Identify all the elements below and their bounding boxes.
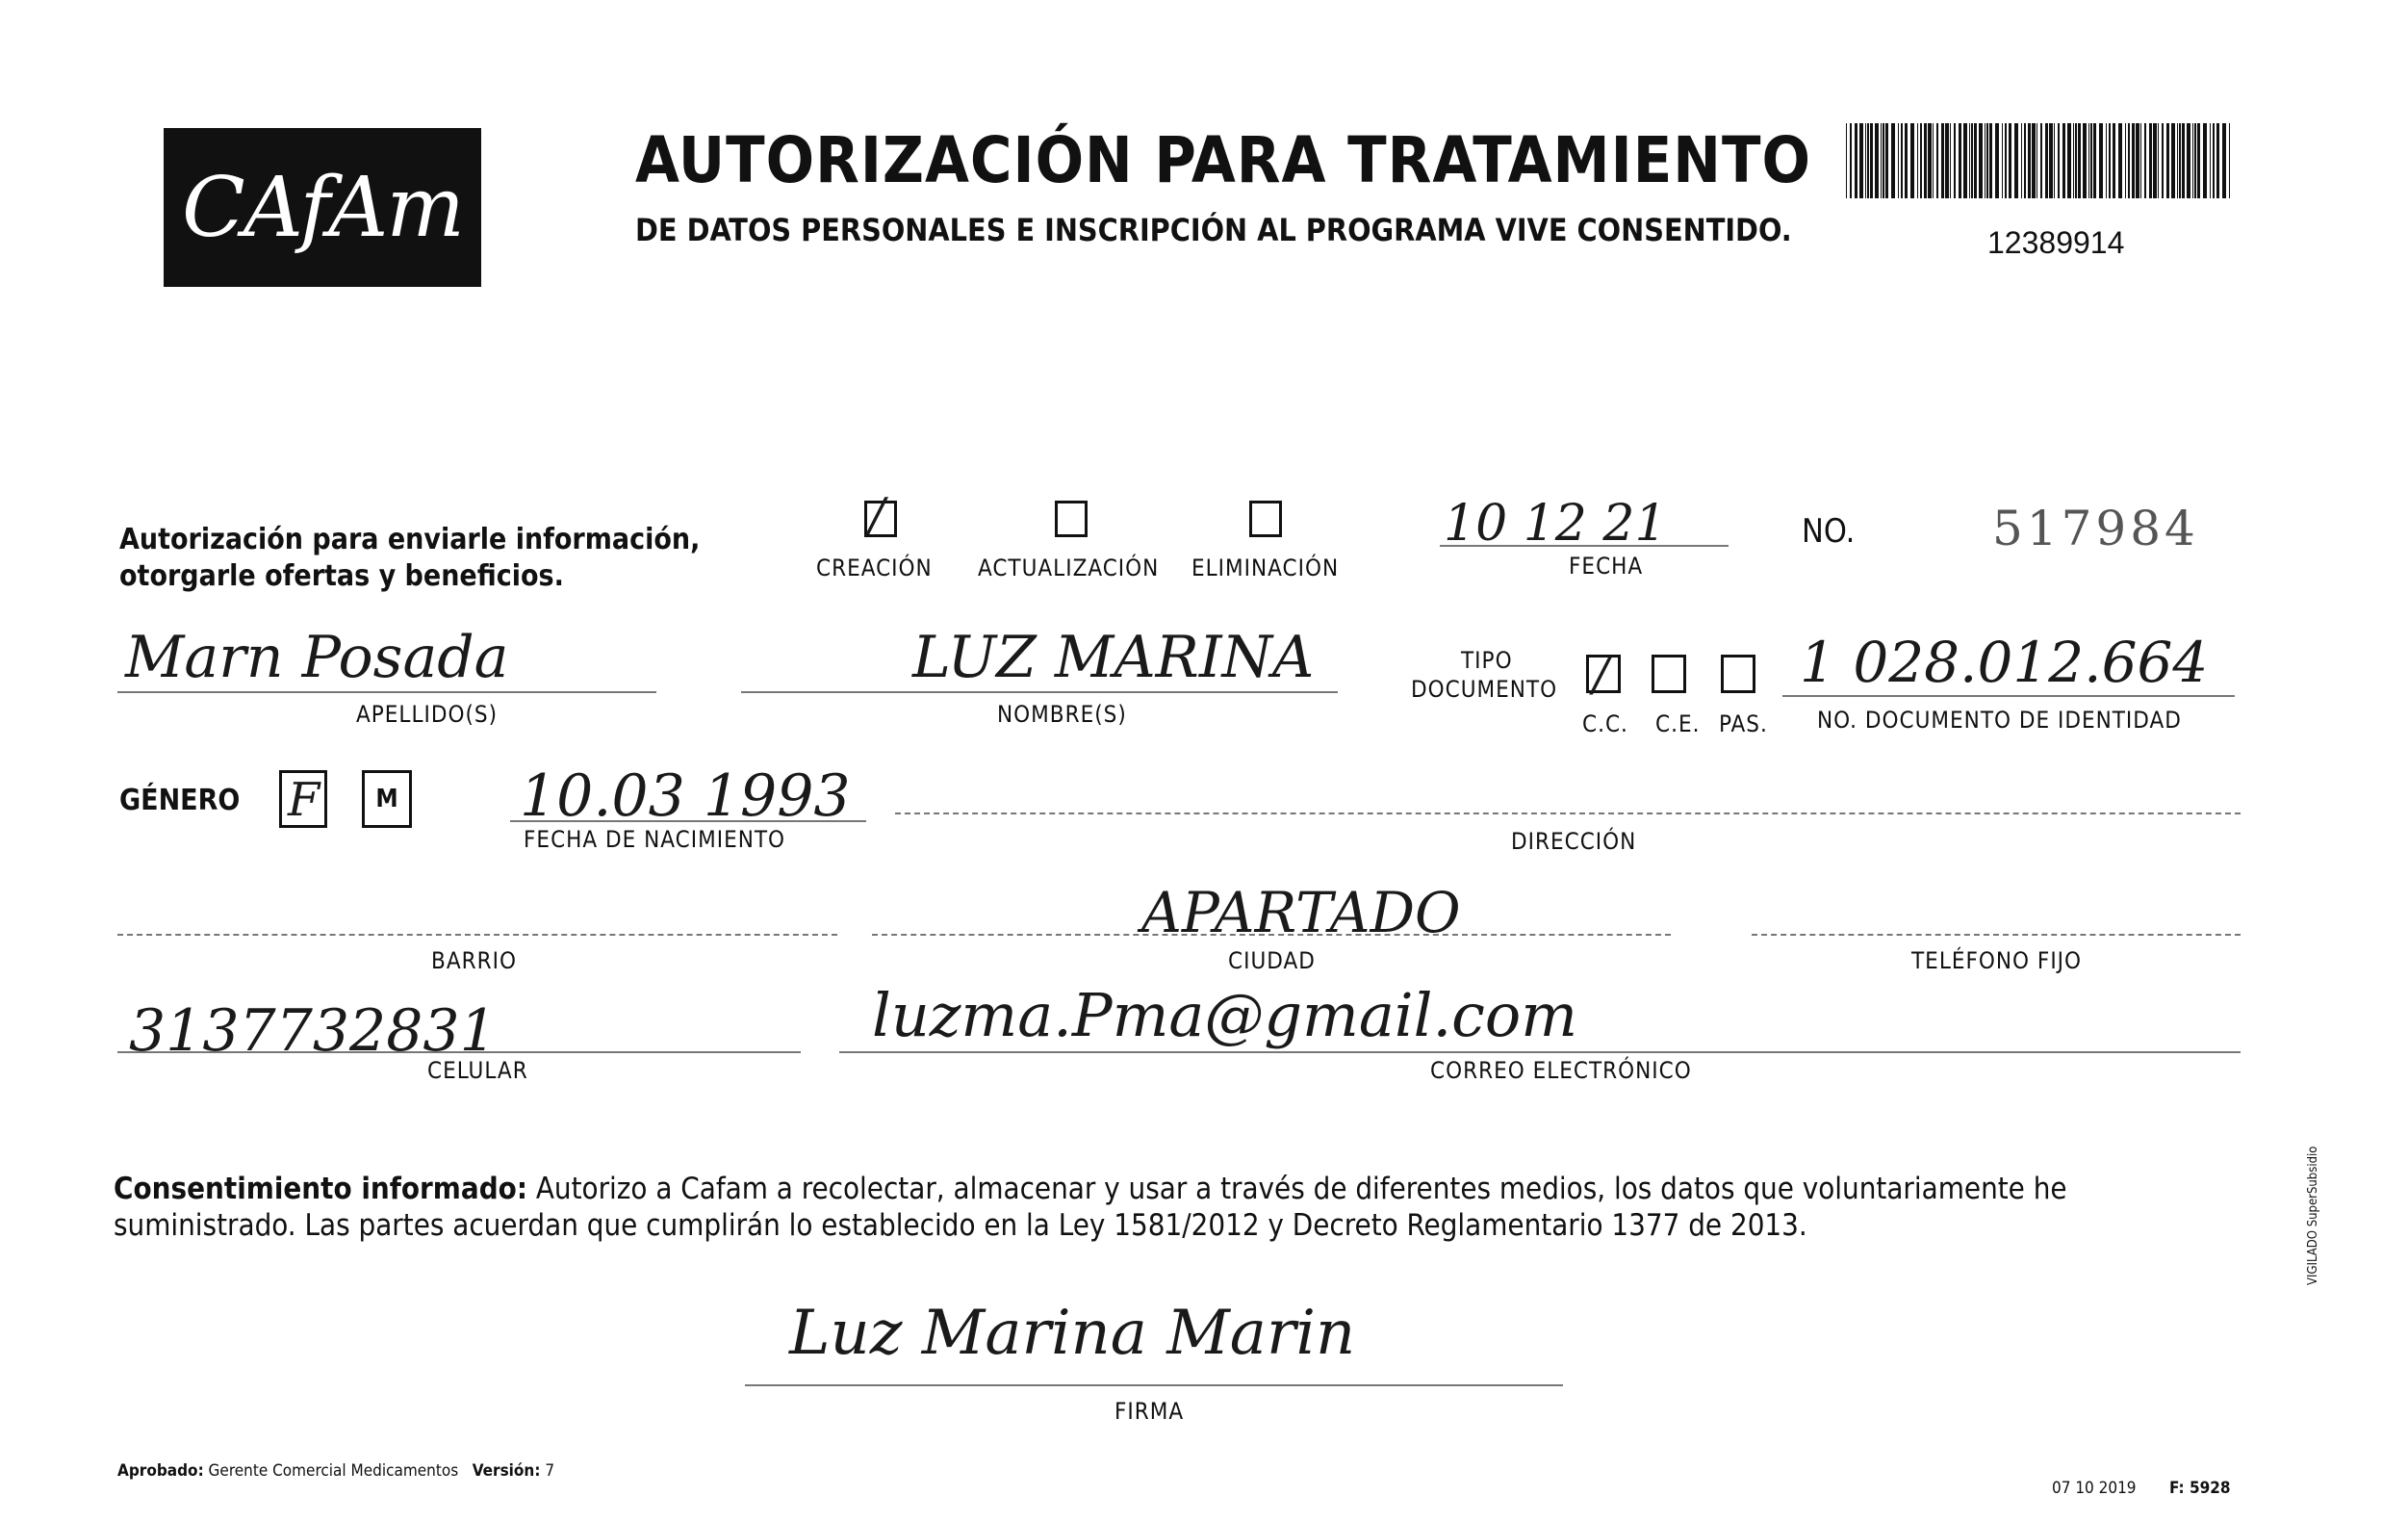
doc-type-ce-label: C.E. — [1655, 710, 1701, 737]
barcode-bar — [1865, 123, 1866, 198]
option-actualizacion-label: ACTUALIZACIÓN — [978, 555, 1160, 581]
barcode-bar — [1924, 123, 1927, 198]
barcode-bar — [2075, 123, 2077, 198]
barcode-bar — [1859, 123, 1863, 198]
doc-type-label-1: TIPO — [1461, 647, 1513, 674]
date-value[interactable]: 10 12 21 — [1444, 495, 1667, 553]
number-label: NO. — [1802, 512, 1856, 551]
surname-line — [117, 691, 656, 693]
option-creacion-checkbox[interactable]: / — [864, 501, 897, 537]
barcode-bar — [2149, 123, 2152, 198]
doc-type-cc-label: C.C. — [1582, 710, 1628, 737]
barcode-bar — [2032, 123, 2036, 198]
barcode-bar — [2054, 123, 2055, 198]
barcode-bar — [1989, 123, 1992, 198]
barcode-bar — [1950, 123, 1951, 198]
birth-date-line — [510, 820, 866, 822]
doc-type-pas-checkbox[interactable] — [1721, 655, 1755, 693]
city-label: CIUDAD — [1228, 947, 1316, 974]
barcode-bar — [2128, 123, 2130, 198]
email-label: CORREO ELECTRÓNICO — [1430, 1057, 1692, 1084]
barcode-bar — [1881, 123, 1882, 198]
barcode-bar — [1971, 123, 1973, 198]
form-title: AUTORIZACIÓN PARA TRATAMIENTO — [635, 123, 1811, 197]
barcode-bar — [2090, 123, 2092, 198]
email-value[interactable]: luzma.Pma@gmail.com — [872, 980, 1578, 1050]
barcode-bar — [2045, 123, 2048, 198]
name-label: NOMBRE(S) — [997, 701, 1127, 728]
barcode-bar — [2078, 123, 2081, 198]
barcode-bar — [2073, 123, 2074, 198]
surname-label: APELLIDO(S) — [356, 701, 499, 728]
doc-number-line — [1782, 695, 2235, 697]
surname-value[interactable]: Marn Posada — [125, 624, 509, 691]
approval-note — [117, 1461, 554, 1481]
date-line — [1440, 545, 1729, 547]
barcode-bar — [2162, 123, 2164, 198]
gender-m-checkbox[interactable] — [362, 770, 412, 828]
barcode-bar — [1979, 123, 1983, 198]
barcode-bar — [1941, 123, 1944, 198]
phone-label: TELÉFONO FIJO — [1911, 947, 2083, 974]
phone-line[interactable] — [1752, 934, 2241, 936]
barcode-bar — [1933, 123, 1934, 198]
approved-value: Gerente Comercial Medicamentos — [208, 1461, 459, 1481]
barcode-bar — [1920, 123, 1922, 198]
barcode-bar — [2140, 123, 2141, 198]
barcode-bar — [1875, 123, 1879, 198]
gender-label: GÉNERO — [119, 784, 241, 817]
barcode-number: 12389914 — [1987, 225, 2125, 260]
doc-number-value[interactable]: 1 028.012.664 — [1800, 630, 2209, 695]
consent-text: Autorizo a Cafam a recolectar, almacenar y usar a través de diferentes medios, los datos que voluntariamente he suministrado. Las partes acuerdan que cumplirán lo establecido en la Ley 1581/2012 y Decreto Reglamentario 1377 de 2013. — [114, 1172, 2067, 1243]
barcode-bar — [2093, 123, 2096, 198]
barcode-bar — [1936, 123, 1938, 198]
barcode-bar — [2229, 123, 2230, 198]
email-line — [839, 1051, 2241, 1053]
barcode-bar — [2192, 123, 2193, 198]
barcode-bar — [2203, 123, 2207, 198]
address-line[interactable] — [895, 813, 2241, 814]
barcode-bar — [1855, 123, 1857, 198]
consent-paragraph — [114, 1171, 2231, 1244]
barcode-bar — [2213, 123, 2215, 198]
approved-label: Aprobado: — [117, 1461, 204, 1481]
barcode-bar — [2062, 123, 2065, 198]
barcode-bar — [2194, 123, 2196, 198]
form-subtitle: DE DATOS PERSONALES E INSCRIPCIÓN AL PROGRAMA VIVE CONSENTIDO. — [635, 212, 1792, 248]
cafam-logo — [164, 128, 481, 287]
barcode-bar — [2171, 123, 2175, 198]
logo-text: CAfAm — [182, 159, 463, 256]
gender-f-value: F — [288, 773, 320, 827]
mobile-label: CELULAR — [427, 1057, 528, 1084]
doc-type-ce-checkbox[interactable] — [1652, 655, 1686, 693]
option-creacion-label: CREACIÓN — [816, 555, 933, 581]
barcode-bar — [2058, 123, 2060, 198]
barcode-bar — [1945, 123, 1949, 198]
city-line — [872, 934, 1671, 936]
form-code: F: 5928 — [2169, 1479, 2231, 1498]
barcode-bar — [2005, 123, 2007, 198]
barrio-line[interactable] — [117, 934, 837, 936]
option-eliminacion-label: ELIMINACIÓN — [1191, 555, 1340, 581]
barcode-bar — [2067, 123, 2071, 198]
barcode-bar — [1891, 123, 1895, 198]
option-eliminacion-checkbox[interactable] — [1249, 501, 1282, 537]
barcode-bar — [1870, 123, 1873, 198]
barcode-bar — [2099, 123, 2103, 198]
doc-type-label-2: DOCUMENTO — [1411, 676, 1558, 703]
barcode-bar — [2153, 123, 2157, 198]
address-label: DIRECCIÓN — [1511, 828, 1637, 855]
barcode-bar — [1959, 123, 1961, 198]
barcode-bar — [2132, 123, 2135, 198]
option-actualizacion-checkbox[interactable] — [1055, 501, 1088, 537]
barcode-bar — [2002, 123, 2003, 198]
signature-line — [745, 1384, 1563, 1386]
barcode-bar — [2158, 123, 2159, 198]
barcode-bar — [2125, 123, 2126, 198]
barcode-bar — [2049, 123, 2053, 198]
barcode — [1846, 123, 2233, 198]
barcode-bar — [1910, 123, 1914, 198]
barcode-bar — [1986, 123, 1988, 198]
barcode-bar — [2009, 123, 2011, 198]
barcode-bar — [2222, 123, 2226, 198]
barcode-bar — [2179, 123, 2181, 198]
barcode-bar — [2014, 123, 2018, 198]
name-line — [741, 691, 1338, 693]
barcode-bar — [2113, 123, 2115, 198]
barcode-bar — [2197, 123, 2200, 198]
barcode-bar — [2144, 123, 2146, 198]
barcode-bar — [2136, 123, 2139, 198]
barcode-bar — [2166, 123, 2169, 198]
supervision-side-text: VIGILADO SuperSubsidio — [2306, 1146, 2320, 1285]
barcode-bar — [1954, 123, 1956, 198]
version-label: Versión: — [472, 1461, 541, 1481]
barcode-bar — [2024, 123, 2026, 198]
gender-f-checkbox[interactable] — [279, 770, 327, 828]
barcode-bar — [1850, 123, 1852, 198]
gender-m-label: M — [375, 785, 398, 813]
barcode-bar — [1917, 123, 1918, 198]
barcode-bar — [2083, 123, 2087, 198]
barcode-bar — [2118, 123, 2122, 198]
barcode-bar — [2088, 123, 2089, 198]
barcode-bar — [1898, 123, 1899, 198]
barcode-bar — [2109, 123, 2111, 198]
signature-label: FIRMA — [1114, 1398, 1185, 1425]
doc-number-label: NO. DOCUMENTO DE IDENTIDAD — [1817, 707, 2182, 734]
barcode-bar — [2021, 123, 2022, 198]
barcode-bar — [2106, 123, 2107, 198]
barcode-bar — [2177, 123, 2178, 198]
request-intro: Autorización para enviarle información, otorgarle ofertas y beneficios. — [119, 523, 701, 593]
barcode-bar — [1974, 123, 1977, 198]
barcode-bar — [1928, 123, 1932, 198]
barcode-bar — [1901, 123, 1903, 198]
barcode-bar — [2216, 123, 2219, 198]
birth-date-value[interactable]: 10.03 1993 — [520, 762, 851, 830]
number-value: 517984 — [1992, 501, 2199, 556]
barcode-bar — [2210, 123, 2211, 198]
version-value: 7 — [545, 1461, 555, 1481]
footer-date: 07 10 2019 — [2052, 1479, 2137, 1498]
barcode-bar — [2028, 123, 2031, 198]
barcode-bar — [2187, 123, 2190, 198]
signature-value[interactable]: Luz Marina Marin — [789, 1298, 1356, 1369]
barcode-bar — [1885, 123, 1888, 198]
date-label: FECHA — [1569, 553, 1644, 580]
barcode-bar — [1995, 123, 1999, 198]
mobile-line — [117, 1051, 801, 1053]
city-value[interactable]: APARTADO — [1141, 880, 1461, 945]
barcode-bar — [2040, 123, 2042, 198]
birth-date-label: FECHA DE NACIMIENTO — [524, 826, 786, 853]
doc-type-cc-checkbox[interactable]: / — [1586, 655, 1621, 693]
barcode-bar — [1969, 123, 1970, 198]
mobile-value[interactable]: 3137732831 — [129, 997, 497, 1065]
barrio-label: BARRIO — [431, 947, 517, 974]
barcode-bar — [1883, 123, 1884, 198]
consent-lead: Consentimiento informado: — [114, 1172, 527, 1206]
doc-type-pas-label: PAS. — [1719, 710, 1768, 737]
barcode-bar — [1963, 123, 1967, 198]
barcode-bar — [1867, 123, 1869, 198]
name-value[interactable]: LUZ MARINA — [912, 624, 1315, 691]
barcode-bar — [1905, 123, 1908, 198]
barcode-bar — [1846, 123, 1847, 198]
barcode-bar — [2182, 123, 2185, 198]
